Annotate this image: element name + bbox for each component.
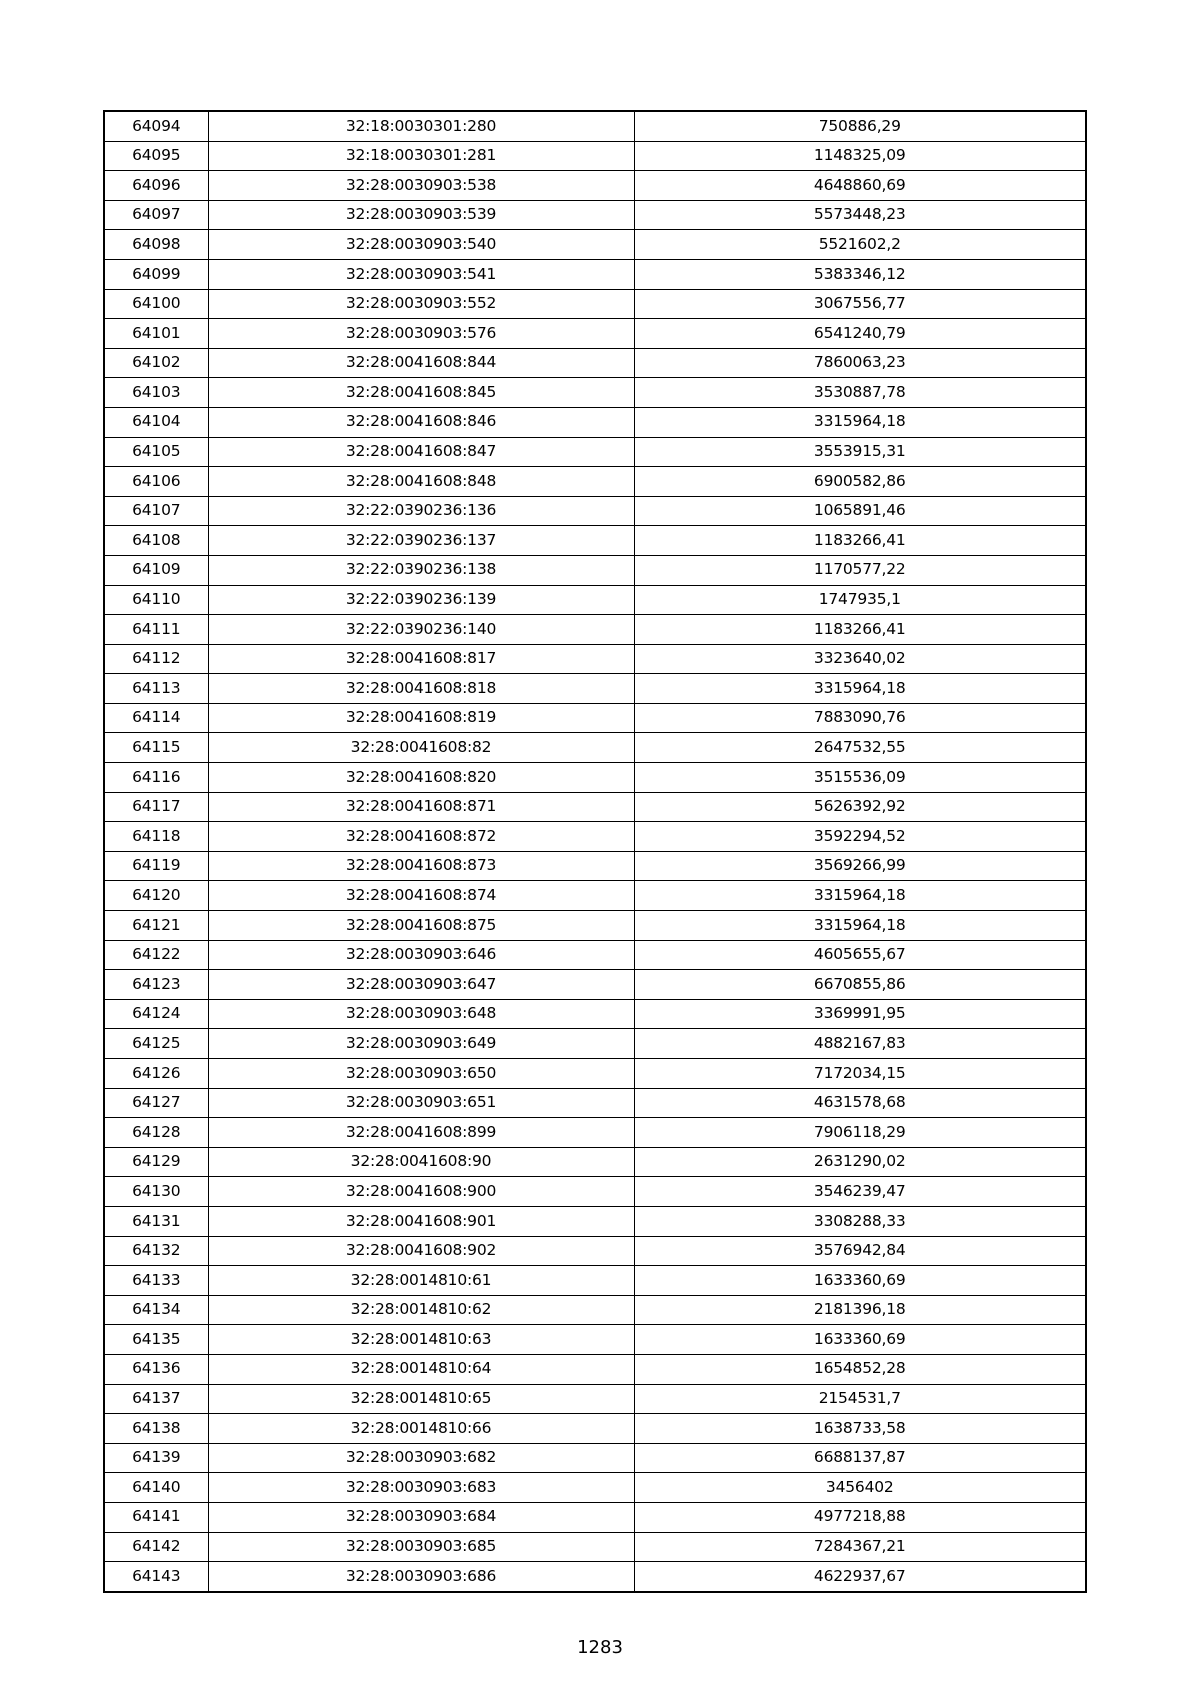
cadastral-number-cell: 32:28:0041608:872 [208,822,634,852]
row-number-cell: 64135 [104,1325,208,1355]
row-number-cell: 64143 [104,1562,208,1592]
cadastral-value-cell: 7172034,15 [634,1059,1086,1089]
cadastral-value-cell: 3067556,77 [634,289,1086,319]
row-number-cell: 64106 [104,467,208,497]
row-number-cell: 64121 [104,911,208,941]
cadastral-value-cell: 6670855,86 [634,970,1086,1000]
cadastral-number-cell: 32:28:0014810:66 [208,1414,634,1444]
row-number-cell: 64134 [104,1295,208,1325]
cadastral-number-cell: 32:28:0030903:647 [208,970,634,1000]
row-number-cell: 64114 [104,703,208,733]
cadastral-number-cell: 32:28:0041608:874 [208,881,634,911]
row-number-cell: 64095 [104,141,208,171]
table-row [104,1059,1086,1089]
cadastral-number-cell: 32:28:0030903:650 [208,1059,634,1089]
cadastral-value-cell: 7284367,21 [634,1532,1086,1562]
table-row [104,1088,1086,1118]
cadastral-value-cell: 6900582,86 [634,467,1086,497]
row-number-cell: 64099 [104,259,208,289]
table-row [104,1532,1086,1562]
table-row [104,1325,1086,1355]
cadastral-value-cell: 1638733,58 [634,1414,1086,1444]
row-number-cell: 64138 [104,1414,208,1444]
cadastral-number-cell: 32:28:0041608:873 [208,851,634,881]
table-row [104,259,1086,289]
row-number-cell: 64139 [104,1443,208,1473]
cadastral-number-cell: 32:28:0030903:540 [208,230,634,260]
row-number-cell: 64131 [104,1206,208,1236]
table-row [104,1029,1086,1059]
row-number-cell: 64101 [104,319,208,349]
cadastral-value-cell: 2154531,7 [634,1384,1086,1414]
cadastral-number-cell: 32:28:0041608:875 [208,911,634,941]
table-row [104,911,1086,941]
table-row [104,851,1086,881]
table-row [104,1177,1086,1207]
cadastral-number-cell: 32:28:0041608:820 [208,763,634,793]
table-row [104,615,1086,645]
row-number-cell: 64113 [104,674,208,704]
cadastral-value-cell: 3315964,18 [634,881,1086,911]
table-row [104,171,1086,201]
row-number-cell: 64124 [104,999,208,1029]
row-number-cell: 64118 [104,822,208,852]
row-number-cell: 64116 [104,763,208,793]
row-number-cell: 64094 [104,111,208,141]
cadastral-value-cell: 2181396,18 [634,1295,1086,1325]
table-row [104,733,1086,763]
cadastral-number-cell: 32:28:0041608:82 [208,733,634,763]
cadastral-value-cell: 5521602,2 [634,230,1086,260]
cadastral-number-cell: 32:28:0014810:61 [208,1266,634,1296]
cadastral-number-cell: 32:22:0390236:140 [208,615,634,645]
table-row [104,467,1086,497]
cadastral-number-cell: 32:28:0030903:684 [208,1502,634,1532]
cadastral-number-cell: 32:28:0041608:90 [208,1147,634,1177]
cadastral-number-cell: 32:28:0041608:871 [208,792,634,822]
cadastral-value-cell: 5573448,23 [634,200,1086,230]
row-number-cell: 64128 [104,1118,208,1148]
cadastral-value-cell: 3369991,95 [634,999,1086,1029]
cadastral-number-cell: 32:28:0030903:538 [208,171,634,201]
row-number-cell: 64136 [104,1354,208,1384]
row-number-cell: 64125 [104,1029,208,1059]
cadastral-value-cell: 3553915,31 [634,437,1086,467]
cadastral-value-cell: 4882167,83 [634,1029,1086,1059]
cadastral-value-cell: 1654852,28 [634,1354,1086,1384]
cadastral-number-cell: 32:28:0041608:846 [208,407,634,437]
row-number-cell: 64109 [104,555,208,585]
table-row [104,1118,1086,1148]
row-number-cell: 64105 [104,437,208,467]
table-row [104,1236,1086,1266]
cadastral-number-cell: 32:18:0030301:281 [208,141,634,171]
cadastral-number-cell: 32:28:0014810:64 [208,1354,634,1384]
row-number-cell: 64098 [104,230,208,260]
cadastral-value-cell: 3315964,18 [634,674,1086,704]
row-number-cell: 64123 [104,970,208,1000]
cadastral-number-cell: 32:28:0041608:845 [208,378,634,408]
table-row [104,289,1086,319]
cadastral-number-cell: 32:28:0041608:819 [208,703,634,733]
row-number-cell: 64096 [104,171,208,201]
table-row [104,1206,1086,1236]
cadastral-number-cell: 32:28:0030903:686 [208,1562,634,1592]
row-number-cell: 64137 [104,1384,208,1414]
table-row [104,496,1086,526]
cadastral-value-cell: 3315964,18 [634,407,1086,437]
row-number-cell: 64140 [104,1473,208,1503]
table-body [104,111,1086,1592]
cadastral-value-cell: 4622937,67 [634,1562,1086,1592]
table-row [104,763,1086,793]
row-number-cell: 64129 [104,1147,208,1177]
table-row [104,111,1086,141]
cadastral-value-cell: 4605655,67 [634,940,1086,970]
cadastral-value-cell: 2631290,02 [634,1147,1086,1177]
cadastral-number-cell: 32:28:0041608:817 [208,644,634,674]
cadastral-value-cell: 750886,29 [634,111,1086,141]
cadastral-number-cell: 32:28:0030903:646 [208,940,634,970]
table-row [104,822,1086,852]
row-number-cell: 64102 [104,348,208,378]
cadastral-value-cell: 3456402 [634,1473,1086,1503]
table-row [104,1384,1086,1414]
table-row [104,348,1086,378]
cadastral-value-cell: 3515536,09 [634,763,1086,793]
cadastral-value-cell: 6541240,79 [634,319,1086,349]
cadastral-value-table [103,110,1087,1593]
table-row [104,1443,1086,1473]
row-number-cell: 64115 [104,733,208,763]
cadastral-value-cell: 1170577,22 [634,555,1086,585]
cadastral-value-cell: 3592294,52 [634,822,1086,852]
cadastral-number-cell: 32:28:0030903:552 [208,289,634,319]
cadastral-number-cell: 32:28:0014810:63 [208,1325,634,1355]
cadastral-number-cell: 32:22:0390236:138 [208,555,634,585]
cadastral-value-cell: 6688137,87 [634,1443,1086,1473]
cadastral-number-cell: 32:22:0390236:137 [208,526,634,556]
cadastral-value-cell: 1183266,41 [634,615,1086,645]
row-number-cell: 64103 [104,378,208,408]
cadastral-value-cell: 7860063,23 [634,348,1086,378]
row-number-cell: 64130 [104,1177,208,1207]
table-row [104,1266,1086,1296]
table-row [104,1147,1086,1177]
table-row [104,881,1086,911]
cadastral-value-cell: 1148325,09 [634,141,1086,171]
row-number-cell: 64111 [104,615,208,645]
row-number-cell: 64120 [104,881,208,911]
table-row [104,378,1086,408]
table-row [104,230,1086,260]
table-row [104,200,1086,230]
cadastral-number-cell: 32:28:0041608:844 [208,348,634,378]
cadastral-value-cell: 5626392,92 [634,792,1086,822]
cadastral-number-cell: 32:28:0041608:899 [208,1118,634,1148]
cadastral-value-cell: 4648860,69 [634,171,1086,201]
cadastral-value-cell: 1633360,69 [634,1325,1086,1355]
cadastral-number-cell: 32:28:0041608:901 [208,1206,634,1236]
cadastral-value-cell: 4977218,88 [634,1502,1086,1532]
cadastral-value-cell: 7906118,29 [634,1118,1086,1148]
cadastral-number-cell: 32:28:0030903:682 [208,1443,634,1473]
table-row [104,999,1086,1029]
table-row [104,319,1086,349]
row-number-cell: 64122 [104,940,208,970]
table-row [104,940,1086,970]
cadastral-value-cell: 4631578,68 [634,1088,1086,1118]
row-number-cell: 64112 [104,644,208,674]
cadastral-value-cell: 1633360,69 [634,1266,1086,1296]
cadastral-number-cell: 32:28:0041608:900 [208,1177,634,1207]
cadastral-number-cell: 32:28:0014810:62 [208,1295,634,1325]
cadastral-number-cell: 32:28:0030903:576 [208,319,634,349]
cadastral-value-cell: 3308288,33 [634,1206,1086,1236]
row-number-cell: 64108 [104,526,208,556]
row-number-cell: 64126 [104,1059,208,1089]
table-row [104,141,1086,171]
table-row [104,970,1086,1000]
table-row [104,1473,1086,1503]
cadastral-number-cell: 32:28:0041608:902 [208,1236,634,1266]
cadastral-number-cell: 32:28:0030903:541 [208,259,634,289]
table-row [104,585,1086,615]
table-row [104,1295,1086,1325]
cadastral-number-cell: 32:28:0030903:649 [208,1029,634,1059]
cadastral-value-cell: 3569266,99 [634,851,1086,881]
table-row [104,1562,1086,1592]
cadastral-value-cell: 3530887,78 [634,378,1086,408]
cadastral-number-cell: 32:28:0014810:65 [208,1384,634,1414]
table-row [104,1414,1086,1444]
row-number-cell: 64117 [104,792,208,822]
row-number-cell: 64097 [104,200,208,230]
row-number-cell: 64127 [104,1088,208,1118]
row-number-cell: 64141 [104,1502,208,1532]
table-row [104,407,1086,437]
row-number-cell: 64104 [104,407,208,437]
row-number-cell: 64142 [104,1532,208,1562]
cadastral-number-cell: 32:28:0030903:683 [208,1473,634,1503]
cadastral-number-cell: 32:28:0041608:847 [208,437,634,467]
row-number-cell: 64119 [104,851,208,881]
cadastral-value-cell: 1747935,1 [634,585,1086,615]
cadastral-value-cell: 1183266,41 [634,526,1086,556]
cadastral-number-cell: 32:28:0041608:818 [208,674,634,704]
table-row [104,703,1086,733]
cadastral-number-cell: 32:28:0030903:685 [208,1532,634,1562]
cadastral-number-cell: 32:28:0030903:648 [208,999,634,1029]
row-number-cell: 64107 [104,496,208,526]
page-number: 1283 [577,1637,623,1658]
cadastral-number-cell: 32:28:0030903:539 [208,200,634,230]
row-number-cell: 64100 [104,289,208,319]
row-number-cell: 64133 [104,1266,208,1296]
cadastral-number-cell: 32:22:0390236:136 [208,496,634,526]
row-number-cell: 64110 [104,585,208,615]
cadastral-value-cell: 3323640,02 [634,644,1086,674]
cadastral-value-cell: 3546239,47 [634,1177,1086,1207]
table-row [104,674,1086,704]
cadastral-number-cell: 32:28:0030903:651 [208,1088,634,1118]
table-row [104,792,1086,822]
table-row [104,526,1086,556]
cadastral-value-cell: 7883090,76 [634,703,1086,733]
cadastral-value-cell: 5383346,12 [634,259,1086,289]
cadastral-number-cell: 32:22:0390236:139 [208,585,634,615]
cadastral-value-cell: 3576942,84 [634,1236,1086,1266]
cadastral-value-cell: 3315964,18 [634,911,1086,941]
table-row [104,644,1086,674]
table-row [104,437,1086,467]
cadastral-value-cell: 1065891,46 [634,496,1086,526]
table-row [104,1354,1086,1384]
table-row [104,555,1086,585]
cadastral-number-cell: 32:28:0041608:848 [208,467,634,497]
cadastral-value-cell: 2647532,55 [634,733,1086,763]
row-number-cell: 64132 [104,1236,208,1266]
cadastral-number-cell: 32:18:0030301:280 [208,111,634,141]
table-row [104,1502,1086,1532]
